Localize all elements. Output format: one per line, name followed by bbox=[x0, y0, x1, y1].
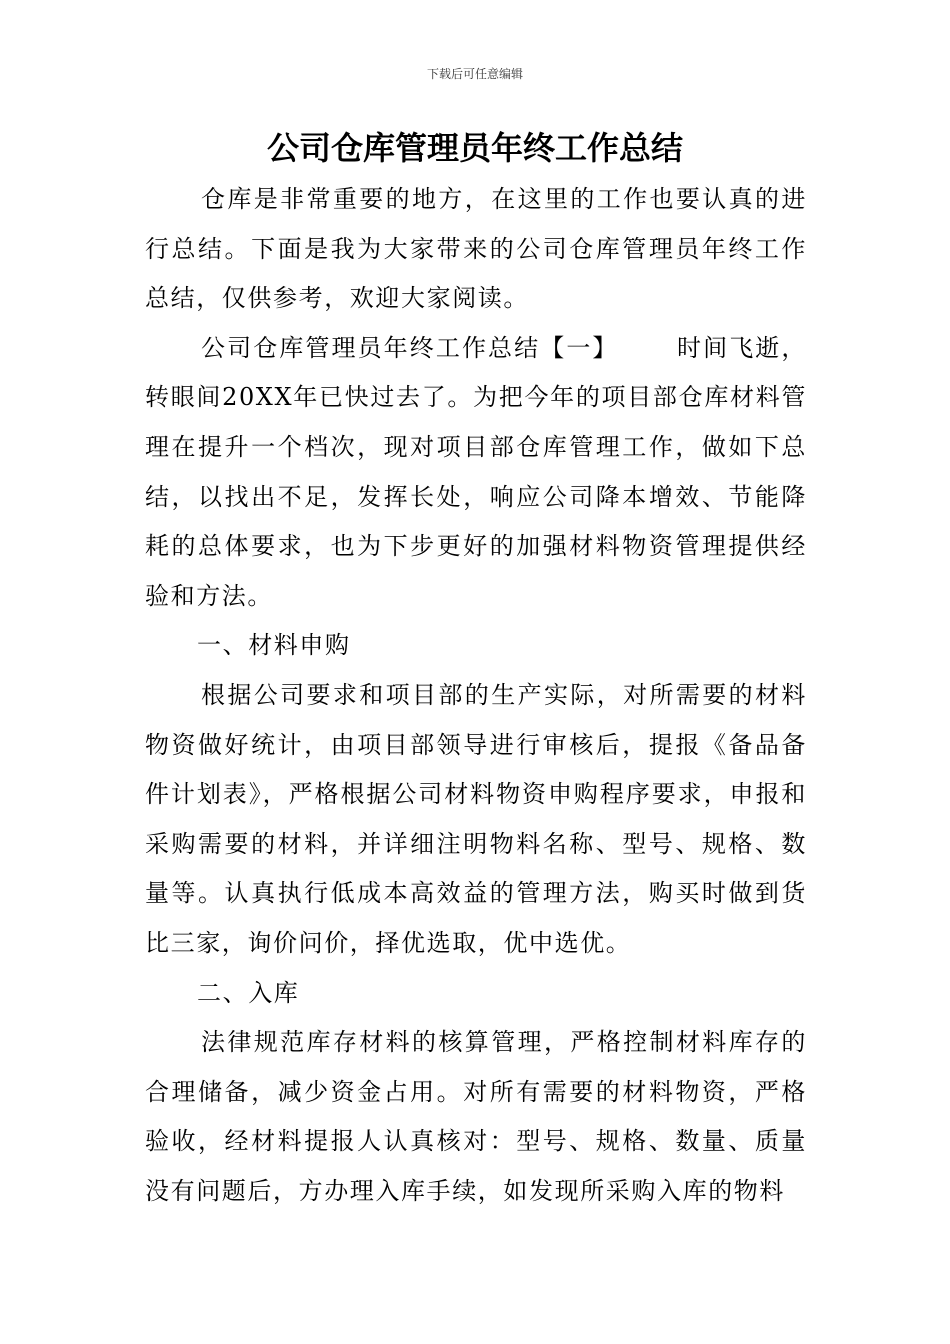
purchase-paragraph: 根据公司要求和项目部的生产实际，对所需要的材料物资做好统计，由项目部领导进行审核后，提报《备品备件计划表》，严格根据公司材料物资申购程序要求，申报和采购需要的材料，并详细注明物料名称、型号、规格、数量等。认真执行低成本高效益的管理方法，购买时做到货比三家，询价问价，择优选取，优中选优。 bbox=[145, 680, 807, 957]
warehousing-paragraph: 法律规范库存材料的核算管理，严格控制材料库存的合理储备，减少资金占用。对所有需要的材料物资，严格验收，经材料提报人认真核对：型号、规格、数量、质量没有问题后，方办理入库手续，如发现所采购入库的物料 bbox=[145, 1028, 807, 1205]
document-body bbox=[145, 175, 807, 1216]
heading-material-purchase: 一、材料申购 bbox=[197, 631, 351, 660]
heading-warehousing: 二、入库 bbox=[197, 978, 300, 1007]
section-one-paragraph bbox=[145, 324, 807, 622]
document-title: 公司仓库管理员年终工作总结 bbox=[266, 129, 683, 167]
header-note: 下载后可任意编辑 bbox=[426, 67, 523, 81]
intro-paragraph: 仓库是非常重要的地方，在这里的工作也要认真的进行总结。下面是我为大家带来的公司仓库管理员年终工作总结，仅供参考，欢迎大家阅读。 bbox=[145, 185, 807, 313]
section-one-text: 时间飞逝，转眼间20XX年已快过去了。为把今年的项目部仓库材料管理在提升一个档次，现对项目部仓库管理工作，做如下总结，以找出不足，发挥长处，响应公司降本增效、节能降耗的总体要求，也为下步更好的加强材料物资管理提供经验和方法。 bbox=[145, 333, 807, 610]
section-one-title: 公司仓库管理员年终工作总结【一】 bbox=[201, 333, 619, 362]
